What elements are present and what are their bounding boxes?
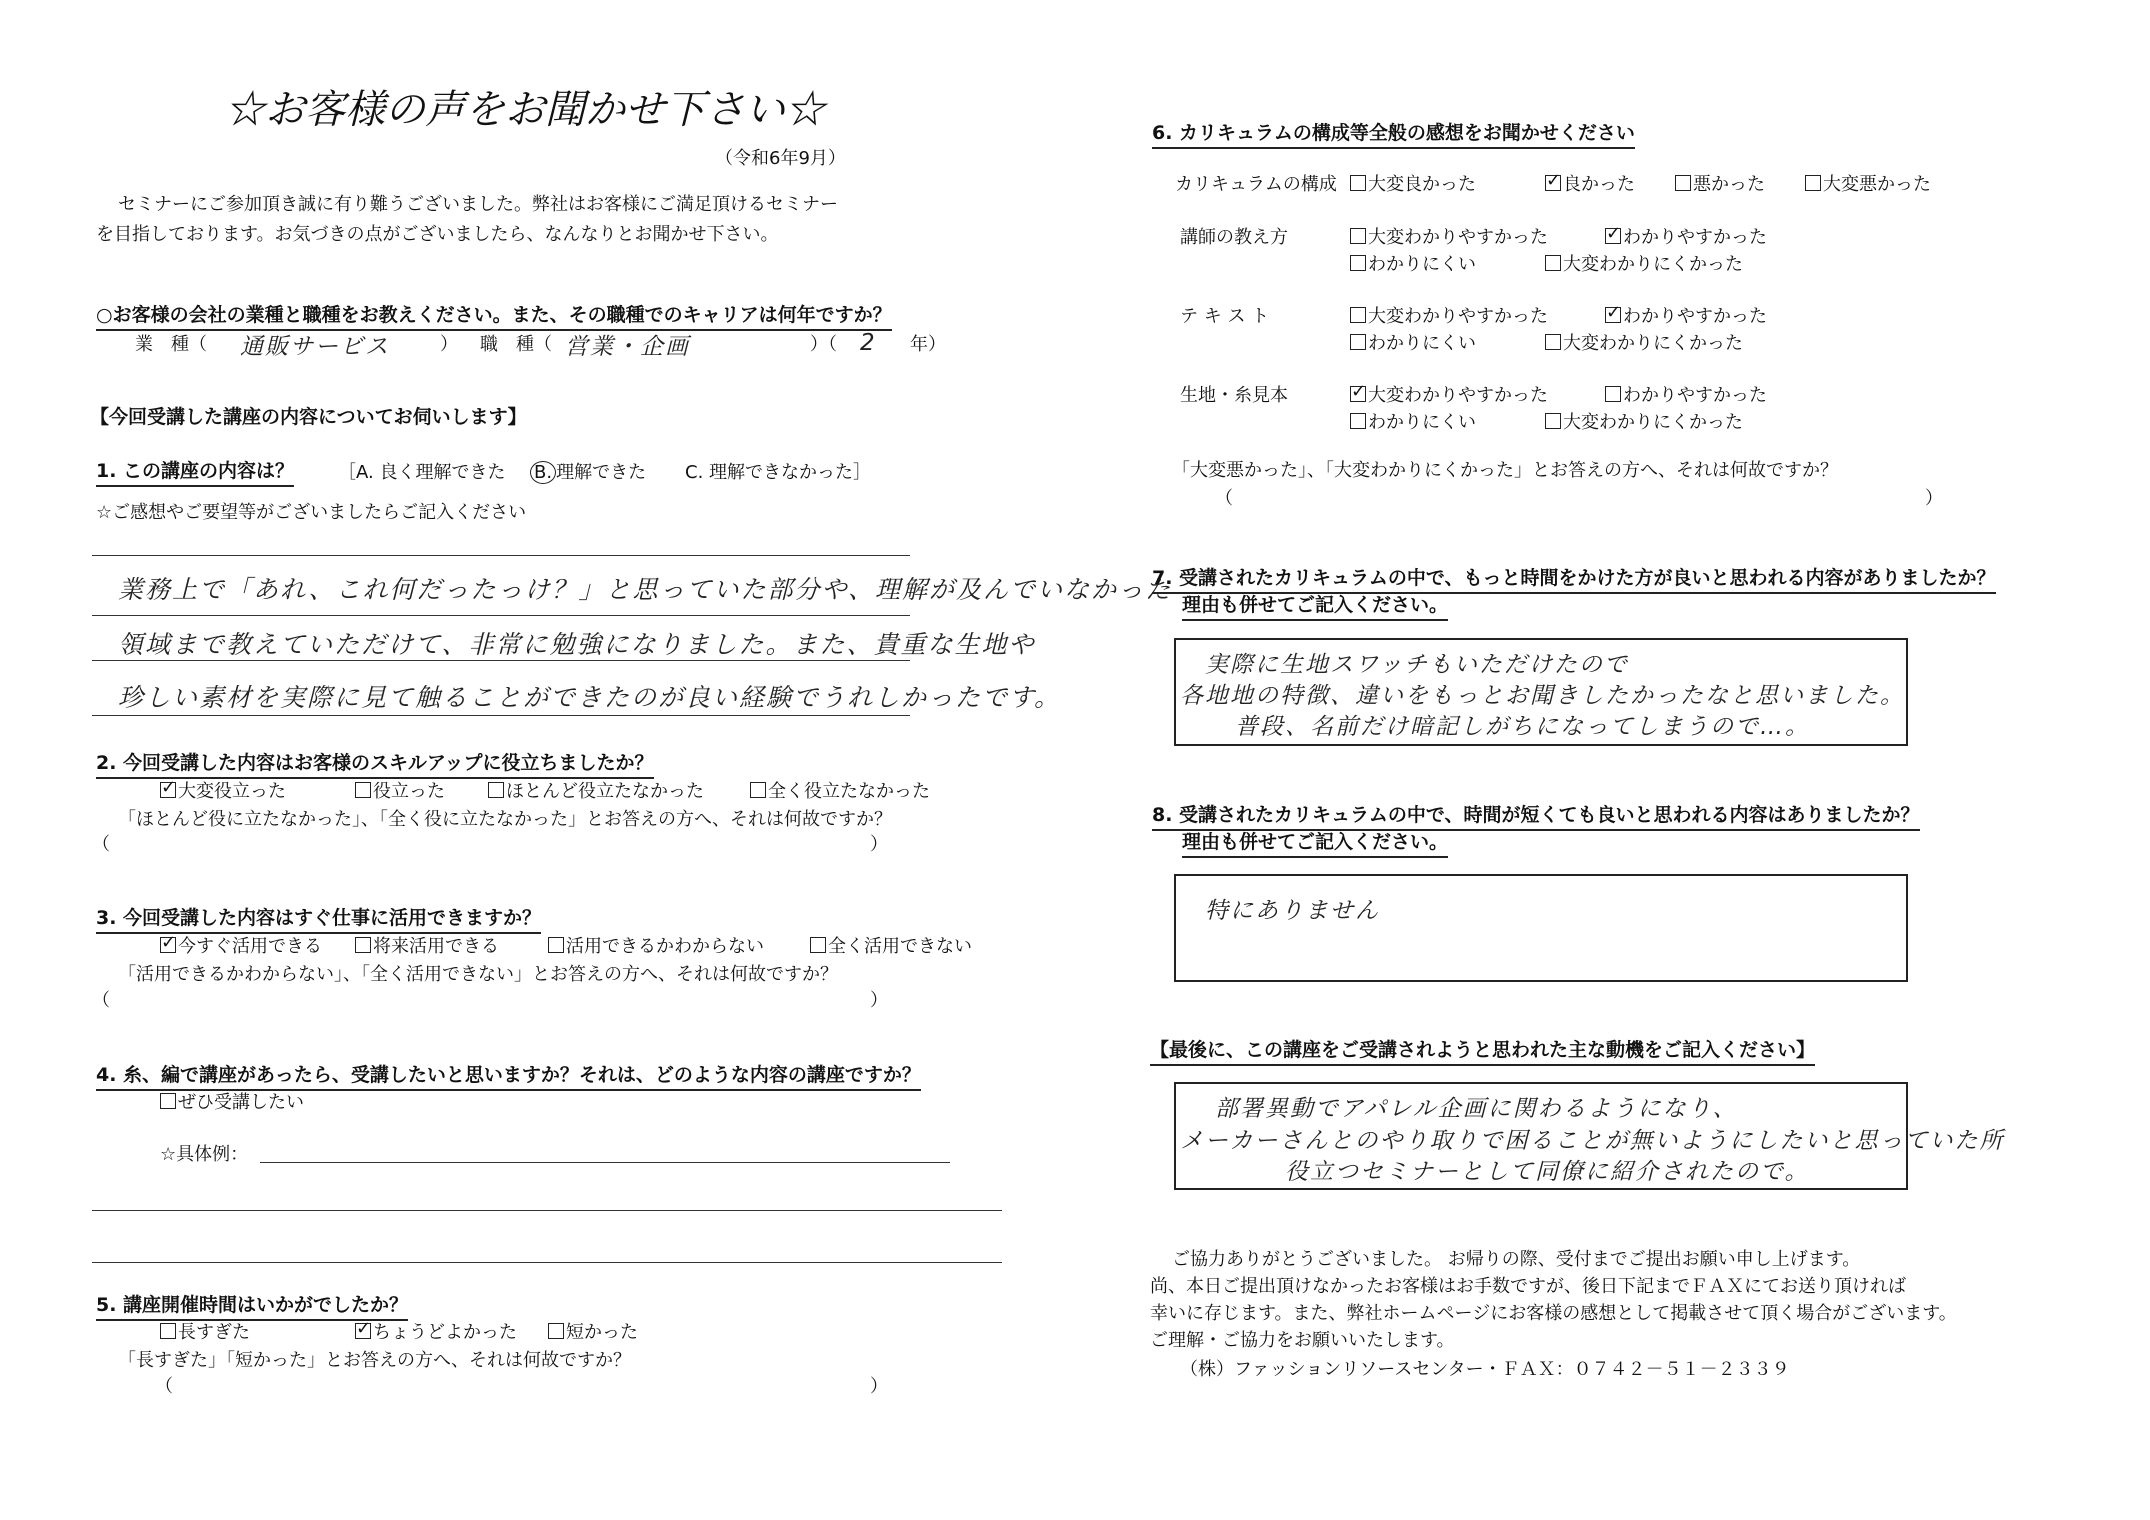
q1-option-a: ［A. 良く理解できた xyxy=(338,462,506,483)
q6-paren-open: （ xyxy=(1215,488,1233,509)
q5-paren-close: ） xyxy=(870,1376,888,1397)
checkbox-checked[interactable] xyxy=(1350,386,1366,402)
checkbox-checked[interactable] xyxy=(1605,228,1621,244)
q6-row-4-opt-1[interactable] xyxy=(1350,381,1548,407)
checkbox[interactable] xyxy=(160,1093,176,1109)
motive-answer-line-3: 役立つセミナーとして同僚に紹介されたので。 xyxy=(1285,1159,1810,1185)
q3-question: 3. 今回受講した内容はすぐ仕事に活用できますか？ xyxy=(96,903,541,934)
q6-row-1-opt-3[interactable] xyxy=(1675,170,1765,196)
q2-option-3-label: ほとんど役立たなかった xyxy=(506,781,704,802)
checkbox[interactable] xyxy=(1805,175,1821,191)
checkbox[interactable] xyxy=(1350,334,1366,350)
q2-option-1-label: 大変役立った xyxy=(178,781,286,802)
q1-option-b[interactable] xyxy=(530,458,646,484)
q3-paren-open: （ xyxy=(92,990,110,1011)
q5-option-1[interactable] xyxy=(160,1318,250,1344)
checkbox[interactable] xyxy=(810,937,826,953)
q2-paren-open: （ xyxy=(92,834,110,855)
q6-row-4-label: 生地・糸見本 xyxy=(1180,385,1288,406)
q7-question: 7. 受講されたカリキュラムの中で、もっと時間をかけた方が良いと思われる内容がありましたか？ xyxy=(1152,563,1996,594)
q3-paren-close: ） xyxy=(870,990,888,1011)
closing-line-4: ご理解・ご協力をお願いいたします。 xyxy=(1150,1330,1455,1351)
q7-answer-line-2: 各地地の特徴、違いをもっとお聞きしたかったなと思いました。 xyxy=(1180,683,1905,709)
q3-option-2[interactable] xyxy=(355,932,499,958)
q1-comment-prompt: ☆ご感想やご要望等がございましたらご記入ください xyxy=(96,502,527,523)
q5-option-3[interactable] xyxy=(548,1318,638,1344)
checkbox[interactable] xyxy=(1350,175,1366,191)
closing-line-3: 幸いに存じます。また、弊社ホームページにお客様の感想として掲載させて頂く場合がございます。 xyxy=(1150,1303,1957,1324)
q8-question: 8. 受講されたカリキュラムの中で、時間が短くても良いと思われる内容はありましたか？ xyxy=(1152,800,1920,831)
q6-row-3-opt-3-label: わかりにくい xyxy=(1368,333,1476,354)
checkbox[interactable] xyxy=(750,782,766,798)
q7-answer-line-1: 実際に生地スワッチもいただけたので xyxy=(1205,652,1629,678)
checkbox[interactable] xyxy=(1545,413,1561,429)
divider xyxy=(92,615,910,616)
issue-date: （令和6年9月） xyxy=(715,148,846,169)
industry-label: 業 種（ xyxy=(135,334,207,355)
q2-option-1[interactable] xyxy=(160,777,286,803)
q2-paren-close: ） xyxy=(870,834,888,855)
q4-option-label: ぜひ受講したい xyxy=(178,1092,304,1113)
q5-followup: 「長すぎた」「短かった」とお答えの方へ、それは何故ですか？ xyxy=(118,1350,631,1371)
q2-option-3[interactable] xyxy=(488,777,704,803)
company-fax: （株）ファッションリソースセンター・ＦＡＸ：０７４２－５１－２３３９ xyxy=(1180,1359,1790,1380)
q5-option-2-label: ちょうどよかった xyxy=(373,1322,517,1343)
career-question: ○お客様の会社の業種と職種をお教えください。また、その職種でのキャリアは何年ですか？ xyxy=(96,300,892,331)
q6-paren-close: ） xyxy=(1925,488,1943,509)
page-title: ☆お客様の声をお聞かせ下さい☆ xyxy=(225,87,825,133)
checkbox[interactable] xyxy=(1545,334,1561,350)
q7-sub: 理由も併せてご記入ください。 xyxy=(1182,590,1448,621)
q1-option-b-circle: B. xyxy=(530,461,556,484)
q1-answer-line-2[interactable]: 領域まで教えていただけて、非常に勉強になりました。また、貴重な生地や xyxy=(118,630,1036,659)
answer-line[interactable] xyxy=(92,1210,1002,1211)
q6-row-2-opt-3-label: わかりにくい xyxy=(1368,254,1476,275)
job-label: 職 種（ xyxy=(480,334,552,355)
q5-paren-open: （ xyxy=(155,1376,173,1397)
q3-followup: 「活用できるかわからない」、「全く活用できない」とお答えの方へ、それは何故ですか？ xyxy=(118,964,838,985)
q6-row-3-opt-2[interactable] xyxy=(1605,302,1767,328)
q2-option-4-label: 全く役立たなかった xyxy=(768,781,930,802)
checkbox[interactable] xyxy=(1350,413,1366,429)
motive-answer-line-2: メーカーさんとのやり取りで困ることが無いようにしたいと思っていた所 xyxy=(1180,1128,2005,1154)
q6-row-2-opt-3[interactable] xyxy=(1350,250,1476,276)
q7-answer-line-3: 普段、名前だけ暗記しがちになってしまうので…。 xyxy=(1235,714,1810,740)
q5-question: 5. 講座開催時間はいかがでしたか？ xyxy=(96,1290,408,1321)
checkbox[interactable] xyxy=(355,782,371,798)
q3-option-2-label: 将来活用できる xyxy=(373,936,499,957)
q3-option-4[interactable] xyxy=(810,932,972,958)
years-label: 年） xyxy=(910,334,946,355)
q8-answer-box[interactable] xyxy=(1174,874,1908,982)
q6-row-2-opt-1-label: 大変わかりやすかった xyxy=(1368,227,1548,248)
q8-sub: 理由も併せてご記入ください。 xyxy=(1182,827,1448,858)
q4-question: 4. 糸、編で講座があったら、受講したいと思いますか？それは、どのような内容の講座ですか？ xyxy=(96,1060,921,1091)
checkbox[interactable] xyxy=(1675,175,1691,191)
q3-option-3-label: 活用できるかわからない xyxy=(566,936,764,957)
q8-answer-line-1: 特にありません xyxy=(1205,898,1380,924)
q6-row-1-opt-2-label: 良かった xyxy=(1563,174,1635,195)
checkbox[interactable] xyxy=(1605,386,1621,402)
q6-row-1-label: カリキュラムの構成 xyxy=(1175,174,1337,195)
q6-row-4-opt-4-label: 大変わかりにくかった xyxy=(1563,412,1743,433)
q6-row-4-opt-2[interactable] xyxy=(1605,381,1767,407)
q1-answer-line-3[interactable]: 珍しい素材を実際に見て触ることができたのが良い経験でうれしかったです。 xyxy=(118,683,1062,712)
q6-row-4-opt-1-label: 大変わかりやすかった xyxy=(1368,385,1548,406)
q6-row-3-opt-2-label: わかりやすかった xyxy=(1623,306,1767,327)
answer-line[interactable] xyxy=(92,1262,1002,1263)
q2-option-2[interactable] xyxy=(355,777,445,803)
checkbox-checked[interactable] xyxy=(160,937,176,953)
job-value[interactable]: 営業・企画 xyxy=(565,334,690,360)
q2-question: 2. 今回受講した内容はお客様のスキルアップに役立ちましたか？ xyxy=(96,748,654,779)
q6-row-3-opt-4[interactable] xyxy=(1545,329,1743,355)
q3-option-1[interactable] xyxy=(160,932,322,958)
q1-question: 1. この講座の内容は？ xyxy=(96,456,294,487)
q6-row-4-opt-3[interactable] xyxy=(1350,408,1476,434)
checkbox[interactable] xyxy=(160,1323,176,1339)
q6-question: 6. カリキュラムの構成等全般の感想をお聞かせください xyxy=(1152,118,1635,149)
q3-option-3[interactable] xyxy=(548,932,764,958)
checkbox[interactable] xyxy=(548,937,564,953)
q6-row-4-opt-3-label: わかりにくい xyxy=(1368,412,1476,433)
q3-option-1-label: 今すぐ活用できる xyxy=(178,936,322,957)
q6-row-3-opt-3[interactable] xyxy=(1350,329,1476,355)
checkbox[interactable] xyxy=(1350,255,1366,271)
q6-row-2-opt-2[interactable] xyxy=(1605,223,1767,249)
q5-option-3-label: 短かった xyxy=(566,1322,638,1343)
q1-answer-line-1[interactable]: 業務上で「あれ、これ何だったっけ？」と思っていた部分や、理解が及んでいなかった xyxy=(118,575,1173,604)
checkbox[interactable] xyxy=(355,937,371,953)
checkbox-checked[interactable] xyxy=(355,1323,371,1339)
checkbox-checked[interactable] xyxy=(160,782,176,798)
divider xyxy=(92,715,910,716)
q6-followup: 「大変悪かった」、「大変わかりにくかった」とお答えの方へ、それは何故ですか？ xyxy=(1172,460,1838,481)
q6-row-1-opt-1[interactable] xyxy=(1350,170,1476,196)
q6-row-3-opt-1[interactable] xyxy=(1350,302,1548,328)
q1-option-b-label: 理解できた xyxy=(556,462,647,483)
q6-row-2-opt-4[interactable] xyxy=(1545,250,1743,276)
q6-row-3-label: テ キ ス ト xyxy=(1180,306,1270,327)
motive-answer-line-1: 部署異動でアパレル企画に関わるようになり、 xyxy=(1215,1096,1738,1122)
q6-row-1-opt-1-label: 大変良かった xyxy=(1368,174,1476,195)
closing-line-1: ご協力ありがとうございました。 お帰りの際、受付までご提出お願い申し上げます。 xyxy=(1172,1249,1861,1270)
q6-row-1-opt-3-label: 悪かった xyxy=(1693,174,1765,195)
q4-example-label: ☆具体例： xyxy=(160,1144,249,1165)
closing-line-2: 尚、本日ご提出頂けなかったお客様はお手数ですが、後日下記までＦＡＸにてお送り頂ければ xyxy=(1150,1276,1906,1297)
q2-option-4[interactable] xyxy=(750,777,930,803)
q1-option-c: C. 理解できなかった］ xyxy=(685,462,872,483)
q2-followup: 「ほとんど役に立たなかった」、「全く役に立たなかった」とお答えの方へ、それは何故ですか？ xyxy=(118,809,892,830)
q4-option[interactable] xyxy=(160,1088,304,1114)
q6-row-1-opt-4[interactable] xyxy=(1805,170,1931,196)
years-value[interactable]: 2 xyxy=(860,330,877,356)
industry-close: ） xyxy=(440,334,458,355)
intro-line-2: を目指しております。お気づきの点がございましたら、なんなりとお聞かせ下さい。 xyxy=(96,224,779,245)
divider xyxy=(92,555,910,556)
q6-row-3-opt-1-label: 大変わかりやすかった xyxy=(1368,306,1548,327)
q6-row-2-opt-2-label: わかりやすかった xyxy=(1623,227,1767,248)
checkbox[interactable] xyxy=(1350,228,1366,244)
q3-option-4-label: 全く活用できない xyxy=(828,936,972,957)
q6-row-3-opt-4-label: 大変わかりにくかった xyxy=(1563,333,1743,354)
industry-value[interactable]: 通販サービス xyxy=(240,334,390,360)
motive-question: 【最後に、この講座をご受講されようと思われた主な動機をご記入ください】 xyxy=(1150,1035,1815,1066)
q5-option-2[interactable] xyxy=(355,1318,517,1344)
example-input-line[interactable] xyxy=(260,1162,950,1163)
q6-row-2-label: 講師の教え方 xyxy=(1180,227,1288,248)
q5-option-1-label: 長すぎた xyxy=(178,1322,250,1343)
q6-row-1-opt-4-label: 大変悪かった xyxy=(1823,174,1931,195)
q6-row-2-opt-4-label: 大変わかりにくかった xyxy=(1563,254,1743,275)
intro-line-1: セミナーにご参加頂き誠に有り難うございました。弊社はお客様にご満足頂けるセミナー xyxy=(118,194,838,215)
checkbox[interactable] xyxy=(1350,307,1366,323)
checkbox-checked[interactable] xyxy=(1545,175,1561,191)
q6-row-4-opt-2-label: わかりやすかった xyxy=(1623,385,1767,406)
q2-option-2-label: 役立った xyxy=(373,781,445,802)
q6-row-4-opt-4[interactable] xyxy=(1545,408,1743,434)
q6-row-1-opt-2[interactable] xyxy=(1545,170,1635,196)
q6-row-2-opt-1[interactable] xyxy=(1350,223,1548,249)
checkbox[interactable] xyxy=(1545,255,1561,271)
checkbox-checked[interactable] xyxy=(1605,307,1621,323)
job-close: ）（ xyxy=(810,334,837,355)
section-header: 【今回受講した講座の内容についてお伺いします】 xyxy=(90,406,527,428)
checkbox[interactable] xyxy=(488,782,504,798)
checkbox[interactable] xyxy=(548,1323,564,1339)
